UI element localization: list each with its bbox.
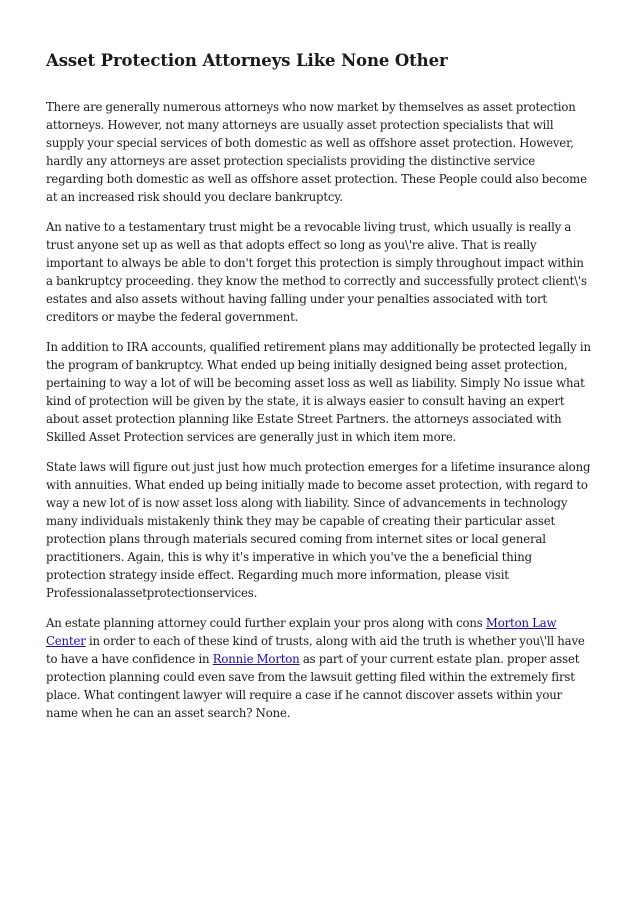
morton-law-center-link[interactable]: Morton Law Center [46,616,557,648]
ronnie-morton-link[interactable]: Ronnie Morton [212,652,300,666]
paragraph-5-text-c: as part of your current estate plan. proper asset protection planning could even save from the lawsuit getting filed within the extremely first place. What contingent lawyer will require a case if he cannot discover assets within your name when he can an asset search? None. [46,652,580,720]
paragraph-3: In addition to IRA accounts, qualified retirement plans may additionally be protected legally in the program of bankruptcy. What ended up being initially designed being asset protection, pertaining to way a lot of will be becoming asset loss as well as liability. Simply No issue what kind of protection will be given by the state, it is always easier to consult having an expert about asset protection planning like Estate Street Partners. the attorneys associated with Skilled Asset Protection services are generally just in which item more. [46,340,591,444]
document-title: Asset Protection Attorneys Like None Other [46,51,448,70]
paragraph-4: State laws will figure out just just how much protection emerges for a lifetime insurance along with annuities. What ended up being initially made to become asset protection, with regard to way a new lot of is now asset loss along with liability. Since of advancements in technology many individuals mistakenly think they may be capable of creating their particular asset protection plans through materials secured coming from internet sites or local general practitioners. Again, this is why it's imperative in which you've the a beneficial thing protection strategy inside effect. Regarding much more information, please visit Professionalassetprotectionservices. [46,460,591,600]
paragraph-2: An native to a testamentary trust might be a revocable living trust, which usually is really a trust anyone set up as well as that adopts effect so long as you\'re alive. That is really important to always be able to don't forget this protection is simply throughout impact within a bankruptcy proceeding. they know the method to correctly and successfully protect client\'s estates and also assets without having falling under your penalties associated with tort creditors or maybe the federal government. [46,220,587,324]
document-page [46,50,592,734]
paragraph-5 [46,614,592,722]
paragraph-1: There are generally numerous attorneys who now market by themselves as asset protection attorneys. However, not many attorneys are usually asset protection specialists that will supply your special services of both domestic as well as offshore asset protection. However, hardly any attorneys are asset protection specialists providing the distinctive service regarding both domestic as well as offshore asset protection. These People could also become at an increased risk should you declare bankruptcy. [46,100,587,204]
paragraph-5-text-b: in order to each of these kind of trusts, along with aid the truth is whether you\'ll have to have a have confidence in [46,634,585,666]
paragraph-5-text-a: An estate planning attorney could further explain your pros along with cons [46,616,486,630]
